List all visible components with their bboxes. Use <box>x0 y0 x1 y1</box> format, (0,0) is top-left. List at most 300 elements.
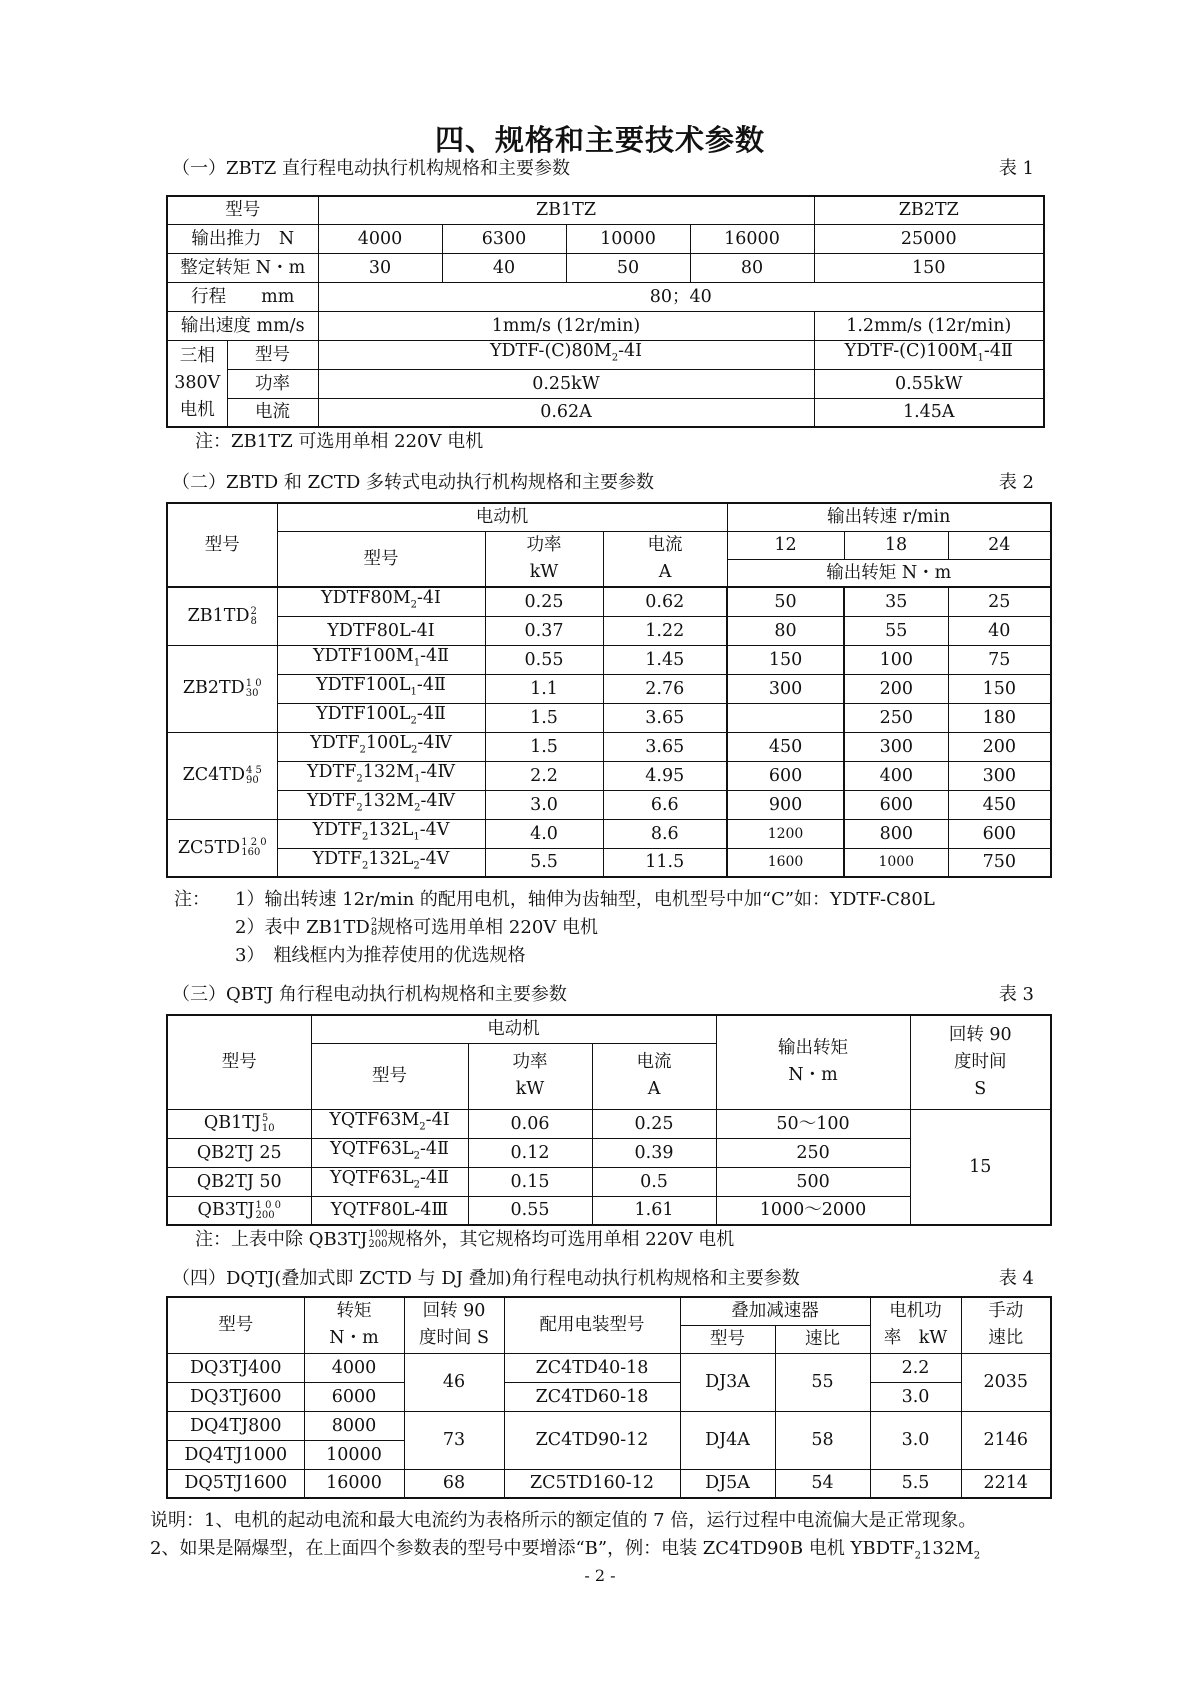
t3-h-power-unit: kW <box>515 1079 545 1099</box>
t4-model: DQ3TJ400 <box>167 1353 304 1382</box>
t1-thrust-value: 16000 <box>690 224 814 253</box>
t2-torque: 750 <box>948 848 1051 877</box>
t2-mm-b: -4Ⅱ <box>416 703 446 724</box>
t4-h-manual-line: 手动 <box>988 1301 1024 1322</box>
t3-rot-value: 15 <box>910 1109 1051 1225</box>
t2-torque: 75 <box>948 645 1051 674</box>
table4-label: 表 4 <box>998 1268 1034 1289</box>
t2-torque: 25 <box>948 587 1051 616</box>
t2-group-label <box>167 819 277 877</box>
t2-mm-c: -4Ⅳ <box>417 732 452 753</box>
t2-mm-sub2: 1 <box>414 773 421 785</box>
t2-power: 1.5 <box>485 732 603 761</box>
t2-group-sup: 1 0 <box>245 677 262 689</box>
t4-h-torque-line: N・m <box>329 1328 379 1349</box>
t2-h-power-unit: kW <box>529 561 559 582</box>
t2-mm-sub2: 1 <box>413 831 420 843</box>
t4-h-torque <box>304 1297 404 1353</box>
t2-group-sub: 8 <box>250 615 257 627</box>
footer-line2-sub2: 2 <box>973 1550 981 1562</box>
t2-group-base: ZB1TD <box>187 606 250 626</box>
t2-h-speed-value: 18 <box>844 531 948 559</box>
t3-h-power <box>468 1043 592 1109</box>
t4-drive: ZC4TD90-12 <box>504 1411 680 1469</box>
t4-drive: ZC4TD40-18 <box>504 1353 680 1382</box>
t3-power: 0.55 <box>468 1196 592 1225</box>
t4-h-mpower-line: 率 kW <box>883 1328 948 1349</box>
t4-torque: 4000 <box>304 1353 404 1382</box>
t2-torque: 400 <box>844 761 948 790</box>
t2-note2-b: 规格可选用单相 220V 电机 <box>377 917 598 938</box>
t4-torque: 10000 <box>304 1440 404 1469</box>
table1-caption-text: （一）ZBTZ 直行程电动执行机构规格和主要参数 <box>172 158 570 179</box>
t2-power: 0.25 <box>485 587 603 616</box>
t4-h-rot <box>404 1297 504 1353</box>
t1-motor-group-line: 三相 <box>179 345 215 366</box>
t2-mm-b: -4Ⅰ <box>417 588 441 608</box>
t2-mm-b: 132L <box>368 848 414 869</box>
t2-mm-a: YDTF <box>312 848 362 869</box>
table4-caption-text: （四）DQTJ(叠加式即 ZCTD 与 DJ 叠加)角行程电动执行机构规格和主要参数 <box>172 1268 800 1289</box>
t3-h-current <box>592 1043 716 1109</box>
t1-m-model2-a: YDTF-(C)100M <box>844 340 978 361</box>
t1-torque-value: 30 <box>318 253 442 282</box>
t2-note-prefix: 注： <box>174 889 210 910</box>
t3-h-rot-line: 度时间 <box>954 1051 1007 1072</box>
footer-line2-a: 2、如果是隔爆型，在上面四个参数表的型号中要增添“B”，例：电装 ZC4TD90B 电机 YBDTF <box>150 1538 915 1559</box>
t3-note-a: 注：上表中除 QB3TJ <box>195 1229 368 1250</box>
t2-mm-b: -4Ⅰ <box>410 620 435 641</box>
t3-model-sup: 5 <box>261 1112 269 1124</box>
t4-h-model: 型号 <box>167 1297 304 1353</box>
t4-model: DQ4TJ1000 <box>167 1440 304 1469</box>
t3-mm-a: YQTF63L <box>330 1138 414 1159</box>
footer-line1: 说明：1、电机的起动电流和最大电流约为表格所示的额定值的 7 倍，运行过程中电流偏大是正常现象。 <box>150 1510 977 1531</box>
page-title: 四、规格和主要技术参数 <box>434 123 765 157</box>
t4-ratio: 58 <box>775 1411 870 1469</box>
t4-h-rot-line: 回转 90 <box>422 1301 486 1322</box>
t2-torque: 35 <box>844 587 948 616</box>
t2-torque: 300 <box>727 674 844 703</box>
footer-line2-b: 132M <box>920 1538 974 1559</box>
t1-speed2: 1.2mm/s (12r/min) <box>814 311 1044 340</box>
table1-label: 表 1 <box>998 158 1034 179</box>
t1-thrust-value: 10000 <box>566 224 690 253</box>
t2-motor-model <box>277 732 485 761</box>
t3-motor-model <box>311 1138 468 1167</box>
t2-current: 4.95 <box>603 761 727 790</box>
t3-model-sub: 10 <box>261 1122 275 1134</box>
t2-group-sub: 30 <box>245 687 259 699</box>
t2-note2 <box>235 914 598 942</box>
t2-torque: 100 <box>844 645 948 674</box>
t2-mm-sub: 1 <box>413 657 421 669</box>
t3-model-sub: 200 <box>255 1209 275 1221</box>
t2-mm-b: 132L <box>368 819 414 840</box>
t2-torque: 200 <box>948 732 1051 761</box>
t2-mm-a: YDTF <box>310 732 360 753</box>
t2-torque: 800 <box>844 819 948 848</box>
table4 <box>166 1296 1052 1499</box>
t1-torque-value: 50 <box>566 253 690 282</box>
t1-motor-group-line: 380V <box>174 372 221 393</box>
t2-torque <box>727 703 844 732</box>
t2-group-base: ZC4TD <box>182 765 245 786</box>
t3-h-model: 型号 <box>167 1015 311 1109</box>
t2-current: 11.5 <box>603 848 727 877</box>
t2-mm-b: -4Ⅱ <box>416 674 446 695</box>
t2-torque: 80 <box>727 616 844 645</box>
t4-rot: 73 <box>404 1411 504 1469</box>
t2-group-label <box>167 587 277 645</box>
t4-h-mpower-line: 电机功 <box>889 1301 942 1322</box>
t2-torque: 150 <box>948 674 1051 703</box>
t2-mm-sub: 2 <box>361 831 369 843</box>
t1-h-zb2tz: ZB2TZ <box>814 196 1044 224</box>
t3-mm-a: YQTF63L <box>330 1167 414 1188</box>
t3-torque: 250 <box>716 1138 910 1167</box>
t1-m-model1-b: -4Ⅰ <box>618 340 643 361</box>
t2-torque: 150 <box>727 645 844 674</box>
t2-power: 0.55 <box>485 645 603 674</box>
t2-mm-c: -4Ⅳ <box>420 790 455 811</box>
t2-current: 6.6 <box>603 790 727 819</box>
t2-mm-c: -4Ⅴ <box>419 848 450 869</box>
table4-caption <box>172 1266 1034 1292</box>
t2-torque: 600 <box>844 790 948 819</box>
t3-h-current-unit: A <box>647 1079 661 1099</box>
t2-mm-a: YDTF100L <box>316 674 411 695</box>
t2-mm-a: YDTF80L <box>327 620 411 641</box>
t3-power: 0.12 <box>468 1138 592 1167</box>
t1-thrust-value: 6300 <box>442 224 566 253</box>
t3-h-rot <box>910 1015 1051 1109</box>
t3-model: QB2TJ 50 <box>167 1167 311 1196</box>
t2-mm-sub2: 2 <box>410 744 418 756</box>
t1-m-model1-a: YDTF-(C)80M <box>489 340 612 361</box>
t2-note2-sup: 2 <box>370 917 378 928</box>
t2-current: 8.6 <box>603 819 727 848</box>
t4-power: 3.0 <box>870 1411 961 1469</box>
t2-mm-sub: 1 <box>410 686 417 698</box>
t3-motor-model <box>311 1167 468 1196</box>
t3-mm-b: -4Ⅰ <box>425 1109 450 1130</box>
t3-h-current-text: 电流 <box>636 1052 672 1072</box>
t2-torque: 50 <box>727 587 844 616</box>
t2-power: 2.2 <box>485 761 603 790</box>
t3-note-sup: 100 <box>368 1229 388 1240</box>
t2-mm-a: YDTF80M <box>321 588 411 608</box>
t2-h-motor: 电动机 <box>277 503 727 531</box>
t2-current: 3.65 <box>603 703 727 732</box>
t4-model: DQ3TJ600 <box>167 1382 304 1411</box>
t1-thrust-value: 25000 <box>814 224 1044 253</box>
t2-group-sub: 90 <box>245 774 259 786</box>
t1-note: 注：ZB1TZ 可选用单相 220V 电机 <box>195 431 484 452</box>
t2-torque: 250 <box>844 703 948 732</box>
t3-model-base: QB3TJ <box>197 1200 255 1220</box>
t4-rot: 46 <box>404 1353 504 1411</box>
t1-m-model1 <box>318 340 814 369</box>
t1-torque-value: 150 <box>814 253 1044 282</box>
t2-note1: 1）输出转速 12r/min 的配用电机，轴伸为齿轴型，电机型号中加“C”如：YDTF-C80L <box>235 889 935 910</box>
t4-h-manual-line: 速比 <box>988 1328 1024 1349</box>
t1-m-model2-b: -4Ⅱ <box>983 340 1013 361</box>
t2-mm-b: 132M <box>362 761 415 782</box>
t2-h-current-unit: A <box>658 561 672 582</box>
t1-power-label: 功率 <box>227 369 318 398</box>
t4-manual: 2035 <box>961 1353 1051 1411</box>
t2-motor-model <box>277 703 485 732</box>
t2-torque: 1600 <box>727 848 844 877</box>
table2-label: 表 2 <box>998 472 1034 493</box>
t3-model-sup: 1 0 0 <box>255 1199 281 1211</box>
t3-current: 1.61 <box>592 1196 716 1225</box>
t4-h-manual <box>961 1297 1051 1353</box>
t3-motor-model <box>311 1109 468 1138</box>
t2-h-speed: 输出转速 r/min <box>727 503 1051 531</box>
t4-power: 3.0 <box>870 1382 961 1411</box>
t2-motor-model <box>277 848 485 877</box>
t2-motor-model <box>277 790 485 819</box>
t2-mm-sub: 2 <box>356 802 363 814</box>
t4-manual: 2214 <box>961 1469 1051 1498</box>
t4-manual: 2146 <box>961 1411 1051 1469</box>
t1-torque-label: 整定转矩 N・m <box>167 253 318 282</box>
t3-current: 0.39 <box>592 1138 716 1167</box>
t3-torque: 1000～2000 <box>716 1196 910 1225</box>
t2-mm-sub: 2 <box>410 715 417 727</box>
table2-caption-text: （二）ZBTD 和 ZCTD 多转式电动执行机构规格和主要参数 <box>172 472 655 493</box>
t1-thrust-value: 4000 <box>318 224 442 253</box>
t2-mm-sub2: 2 <box>413 860 420 871</box>
table2-caption <box>172 470 1034 496</box>
t2-current: 0.62 <box>603 587 727 616</box>
t4-h-mpower <box>870 1297 961 1353</box>
t4-h-red-model: 型号 <box>680 1325 775 1353</box>
t1-speed1: 1mm/s (12r/min) <box>318 311 814 340</box>
t1-m-model-label: 型号 <box>227 340 318 369</box>
t1-current1: 0.62A <box>318 398 814 427</box>
t2-h-torque: 输出转矩 N・m <box>727 559 1051 587</box>
t3-motor-model: YQTF80L-4Ⅲ <box>311 1196 468 1225</box>
t2-torque: 200 <box>844 674 948 703</box>
t1-speed-label: 输出速度 mm/s <box>167 311 318 340</box>
t1-motor-group-line: 电机 <box>179 399 215 420</box>
t2-mm-b: 132M <box>362 790 415 811</box>
t2-power: 0.37 <box>485 616 603 645</box>
t3-note <box>195 1226 734 1254</box>
t4-model: DQ5TJ1600 <box>167 1469 304 1498</box>
t3-current: 0.5 <box>592 1167 716 1196</box>
t3-h-power-text: 功率 <box>512 1052 548 1072</box>
t2-note2-a: 2）表中 ZB1TD <box>235 917 370 938</box>
t2-group-label <box>167 732 277 819</box>
t4-h-drive: 配用电装型号 <box>504 1297 680 1353</box>
table1-caption <box>172 156 1034 182</box>
t2-group-sup: 2 <box>250 605 257 617</box>
t2-current: 1.22 <box>603 616 727 645</box>
t2-mm-a: YDTF <box>306 761 357 782</box>
t3-note-b: 规格外，其它规格均可选用单相 220V 电机 <box>387 1229 735 1250</box>
t2-mm-b: -4Ⅱ <box>420 645 450 666</box>
t2-torque: 180 <box>948 703 1051 732</box>
t1-m-model1-sub: 2 <box>611 352 619 364</box>
t4-reducer: DJ4A <box>680 1411 775 1469</box>
footer-line2-sub1: 2 <box>914 1550 921 1562</box>
t4-power: 2.2 <box>870 1353 961 1382</box>
t2-mm-a: YDTF100M <box>312 645 414 666</box>
t2-mm-a: YDTF <box>306 790 357 811</box>
t2-power: 3.0 <box>485 790 603 819</box>
t2-h-power-text: 功率 <box>526 534 562 555</box>
t1-current2: 1.45A <box>814 398 1044 427</box>
t2-power: 1.1 <box>485 674 603 703</box>
t4-power: 5.5 <box>870 1469 961 1498</box>
t2-torque: 600 <box>948 819 1051 848</box>
t2-torque: 300 <box>844 732 948 761</box>
t3-mm-sub: 2 <box>413 1150 421 1162</box>
t2-h-speed-value: 12 <box>727 531 844 559</box>
t2-mm-sub: 2 <box>356 773 363 785</box>
t2-torque: 1000 <box>844 848 948 877</box>
t1-motor-group <box>167 340 227 427</box>
t2-h-speed-value: 24 <box>948 531 1051 559</box>
t3-torque: 500 <box>716 1167 910 1196</box>
t4-rot: 68 <box>404 1469 504 1498</box>
t1-power2: 0.55kW <box>814 369 1044 398</box>
t2-group-label <box>167 645 277 732</box>
t2-mm-sub2: 2 <box>414 802 421 814</box>
t2-mm-a: YDTF100L <box>316 703 411 724</box>
t3-model <box>167 1109 311 1138</box>
t3-power: 0.15 <box>468 1167 592 1196</box>
t2-torque: 55 <box>844 616 948 645</box>
table3-caption-text: （三）QBTJ 角行程电动执行机构规格和主要参数 <box>172 984 567 1005</box>
t1-torque-value: 40 <box>442 253 566 282</box>
t1-m-model2 <box>814 340 1044 369</box>
t2-current: 2.76 <box>603 674 727 703</box>
t3-h-rot-line: 回转 90 <box>948 1024 1012 1045</box>
t3-h-torque-text: 输出转矩 <box>778 1038 849 1059</box>
t3-h-rot-line: S <box>974 1078 987 1099</box>
table2 <box>166 502 1052 878</box>
t3-mm-b: -4Ⅱ <box>420 1138 449 1159</box>
t2-group-base: ZB2TD <box>182 678 245 699</box>
t2-h-model: 型号 <box>167 503 277 587</box>
t3-model-base: QB1TJ <box>203 1113 261 1134</box>
table3-caption <box>172 982 1034 1008</box>
t1-current-label: 电流 <box>227 398 318 427</box>
t4-h-torque-line: 转矩 <box>336 1301 372 1322</box>
t4-h-ratio: 速比 <box>775 1325 870 1353</box>
table3 <box>166 1014 1052 1226</box>
t3-current: 0.25 <box>592 1109 716 1138</box>
t4-ratio: 54 <box>775 1469 870 1498</box>
t2-power: 5.5 <box>485 848 603 877</box>
t1-stroke-value: 80；40 <box>318 282 1044 311</box>
t3-mm-sub: 2 <box>419 1121 426 1133</box>
t1-power1: 0.25kW <box>318 369 814 398</box>
t2-h-current-text: 电流 <box>647 534 683 555</box>
t2-mm-sub: 2 <box>359 744 366 756</box>
t4-drive: ZC5TD160-12 <box>504 1469 680 1498</box>
t3-h-torque <box>716 1015 910 1109</box>
t2-power: 1.5 <box>485 703 603 732</box>
t1-m-model2-sub: 1 <box>977 352 984 364</box>
t3-model <box>167 1196 311 1225</box>
t2-h-power <box>485 531 603 587</box>
t3-h-torque-unit: N・m <box>788 1065 838 1086</box>
t2-motor-model <box>277 819 485 848</box>
t2-h-m-model: 型号 <box>277 531 485 587</box>
t2-motor-model <box>277 645 485 674</box>
t2-note3: 3） 粗线框内为推荐使用的优选规格 <box>235 945 526 966</box>
t4-torque: 8000 <box>304 1411 404 1440</box>
t2-mm-sub: 2 <box>361 860 369 871</box>
t2-mm-c: -4Ⅳ <box>420 761 455 782</box>
t1-thrust-label: 输出推力 N <box>167 224 318 253</box>
t2-motor-model <box>277 674 485 703</box>
t4-h-reducer: 叠加减速器 <box>680 1297 870 1325</box>
t2-motor-model <box>277 616 485 645</box>
t1-h-model: 型号 <box>167 196 318 224</box>
t2-group-base: ZC5TD <box>177 837 241 858</box>
table3-label: 表 3 <box>998 984 1034 1005</box>
t2-torque: 900 <box>727 790 844 819</box>
t3-mm-sub: 2 <box>413 1179 421 1191</box>
t2-torque: 600 <box>727 761 844 790</box>
t2-group-sup: 4 5 <box>245 764 262 776</box>
t4-reducer: DJ3A <box>680 1353 775 1411</box>
t2-mm-sub: 2 <box>410 599 417 611</box>
t4-model: DQ4TJ800 <box>167 1411 304 1440</box>
t4-ratio: 55 <box>775 1353 870 1411</box>
t2-motor-model <box>277 761 485 790</box>
t2-current: 1.45 <box>603 645 727 674</box>
t1-stroke-label: 行程 mm <box>167 282 318 311</box>
t3-torque: 50～100 <box>716 1109 910 1138</box>
t2-torque: 450 <box>948 790 1051 819</box>
t2-group-sup: 1 2 0 <box>241 837 267 848</box>
t2-h-current <box>603 531 727 587</box>
t2-torque: 450 <box>727 732 844 761</box>
t3-h-motor: 电动机 <box>311 1015 716 1043</box>
t1-h-zb1tz: ZB1TZ <box>318 196 814 224</box>
t4-h-rot-line: 度时间 S <box>418 1328 490 1349</box>
t2-note2-sub: 8 <box>370 927 378 938</box>
t1-torque-value: 80 <box>690 253 814 282</box>
t3-mm-b: -4Ⅱ <box>420 1167 449 1188</box>
page-number: - 2 - <box>584 1566 616 1585</box>
t2-motor-model <box>277 587 485 616</box>
t2-torque: 300 <box>948 761 1051 790</box>
t4-torque: 16000 <box>304 1469 404 1498</box>
t2-power: 4.0 <box>485 819 603 848</box>
t2-current: 3.65 <box>603 732 727 761</box>
t4-reducer: DJ5A <box>680 1469 775 1498</box>
t3-power: 0.06 <box>468 1109 592 1138</box>
t3-mm-a: YQTF63M <box>329 1109 420 1130</box>
t2-mm-a: YDTF <box>312 819 362 840</box>
t2-torque: 1200 <box>727 819 844 848</box>
t2-group-sub: 160 <box>241 847 261 858</box>
t4-torque: 6000 <box>304 1382 404 1411</box>
t2-mm-b: 100L <box>365 732 411 753</box>
table1 <box>166 195 1045 428</box>
t3-h-m-model: 型号 <box>311 1043 468 1109</box>
t2-mm-c: -4Ⅴ <box>419 819 450 840</box>
